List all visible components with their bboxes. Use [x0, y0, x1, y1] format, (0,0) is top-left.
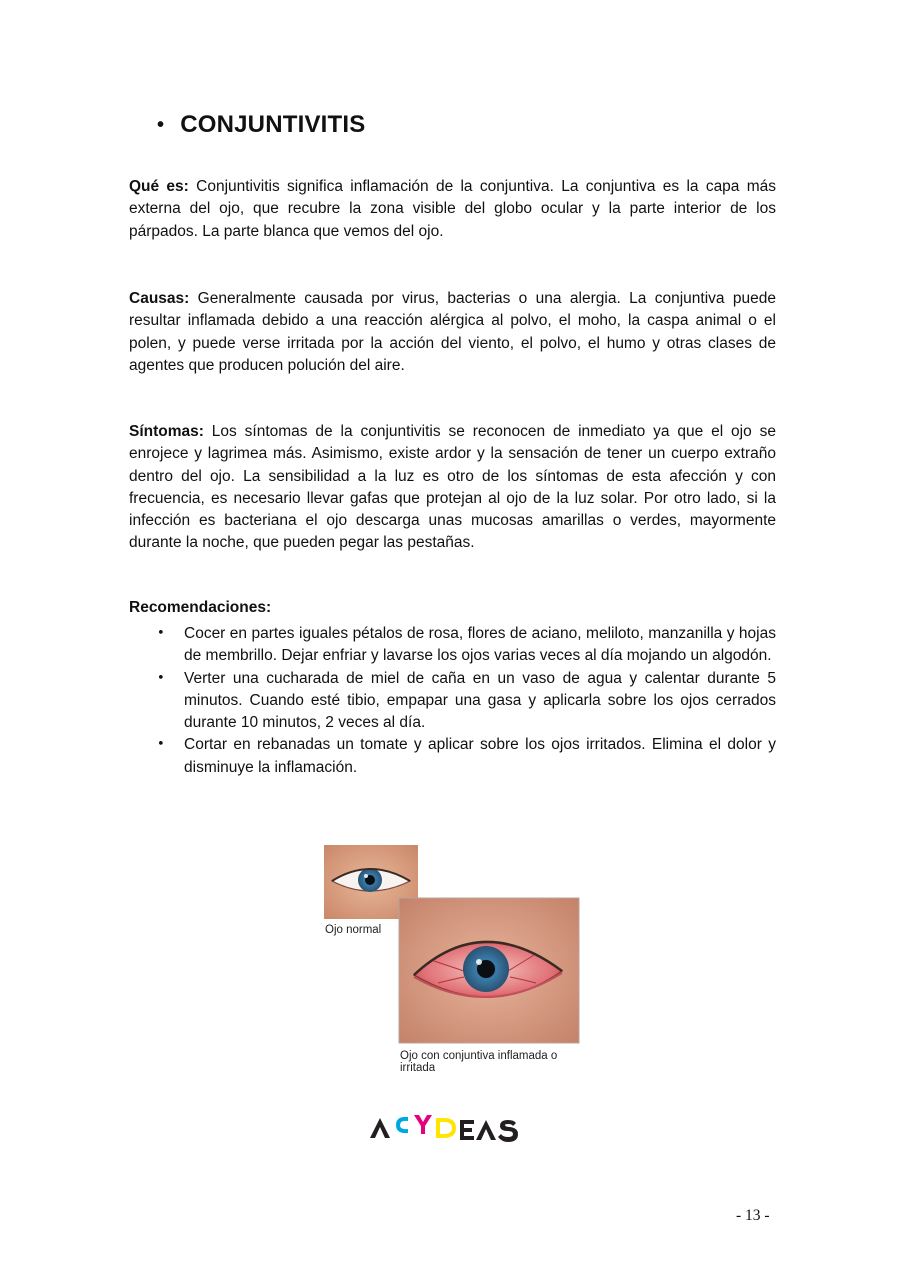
caption-inflamed: [400, 1050, 557, 1074]
list-item-text: Cocer en partes iguales pétalos de rosa, flores de aciano, meliloto, manzanilla y hojas de membrillo. Dejar enfriar y lavarse los ojos varias veces al día mojando un algodón.: [184, 625, 776, 665]
title-bullet: •: [157, 113, 165, 136]
recomendaciones-label: Recomendaciones:: [129, 599, 272, 616]
page-number: - 13 -: [736, 1207, 770, 1224]
bullet-icon: •: [157, 670, 165, 686]
que-es-label: Qué es:: [129, 178, 189, 195]
bullet-icon: •: [157, 626, 165, 641]
caption-inflamed-line1: Ojo con conjuntiva inflamada o: [400, 1050, 558, 1062]
caption-inflamed-line2: irritada: [400, 1062, 436, 1074]
acydeas-logo: [368, 1112, 538, 1144]
eye-illustration: [322, 843, 584, 1083]
causas-text: Generalmente causada por virus, bacterias o una alergia. La conjuntiva puede resultar inflamada debido a una reacción alérgica al polvo, el moho, la caspa animal o el polen, y puede verse irritada por la acción del viento, el polvo, el humo y otras clases de agentes que producen polución del aire.: [129, 290, 776, 374]
causas-label: Causas:: [129, 290, 190, 307]
section-title: [157, 111, 366, 139]
list-item: [129, 623, 776, 668]
que-es-paragraph: [129, 176, 776, 243]
title-text: CONJUNTIVITIS: [180, 111, 366, 138]
recomendaciones-list: [129, 623, 776, 779]
sintomas-label: Síntomas:: [129, 423, 204, 440]
sintomas-text: Los síntomas de la conjuntivitis se reconocen de inmediato ya que el ojo se enrojece y lagrimea más. Asimismo, existe ardor y la sensación de tener un cuerpo extraño dentro del ojo. La sensibilidad a la luz es otro de los síntomas de esta afección y con frecuencia, es necesario llevar gafas que protejan al ojo de la luz solar. Por otro lado, si la infección es bacteriana el ojo descarga unas mucosas amarillas o verdes, mayormente durante la noche, que pueden pegar las pestañas.: [129, 423, 776, 552]
eye-comparison-figure: [322, 843, 584, 1083]
list-item-text: Verter una cucharada de miel de caña en un vaso de agua y calentar durante 5 minutos. Cuando esté tibio, empapar una gasa y aplicarla sobre los ojos cerrados durante 10 minutos, 2 veces al día.: [184, 669, 776, 732]
list-item: [129, 734, 776, 779]
que-es-text: Conjuntivitis significa inflamación de la conjuntiva. La conjuntiva es la capa más externa del ojo, que recubre la zona visible del globo ocular y la parte interior de los párpados. La parte blanca que vemos del ojo.: [129, 178, 776, 240]
inflamed-eye-image: [399, 898, 579, 1043]
bullet-icon: •: [157, 737, 165, 753]
list-item-text: Cortar en rebanadas un tomate y aplicar sobre los ojos irritados. Elimina el dolor y disminuye la inflamación.: [184, 736, 776, 776]
sintomas-paragraph: [129, 421, 776, 555]
causas-paragraph: [129, 288, 776, 377]
list-item: [129, 668, 776, 735]
caption-normal: Ojo normal: [325, 924, 382, 936]
acydeas-logo-image: [368, 1112, 538, 1144]
